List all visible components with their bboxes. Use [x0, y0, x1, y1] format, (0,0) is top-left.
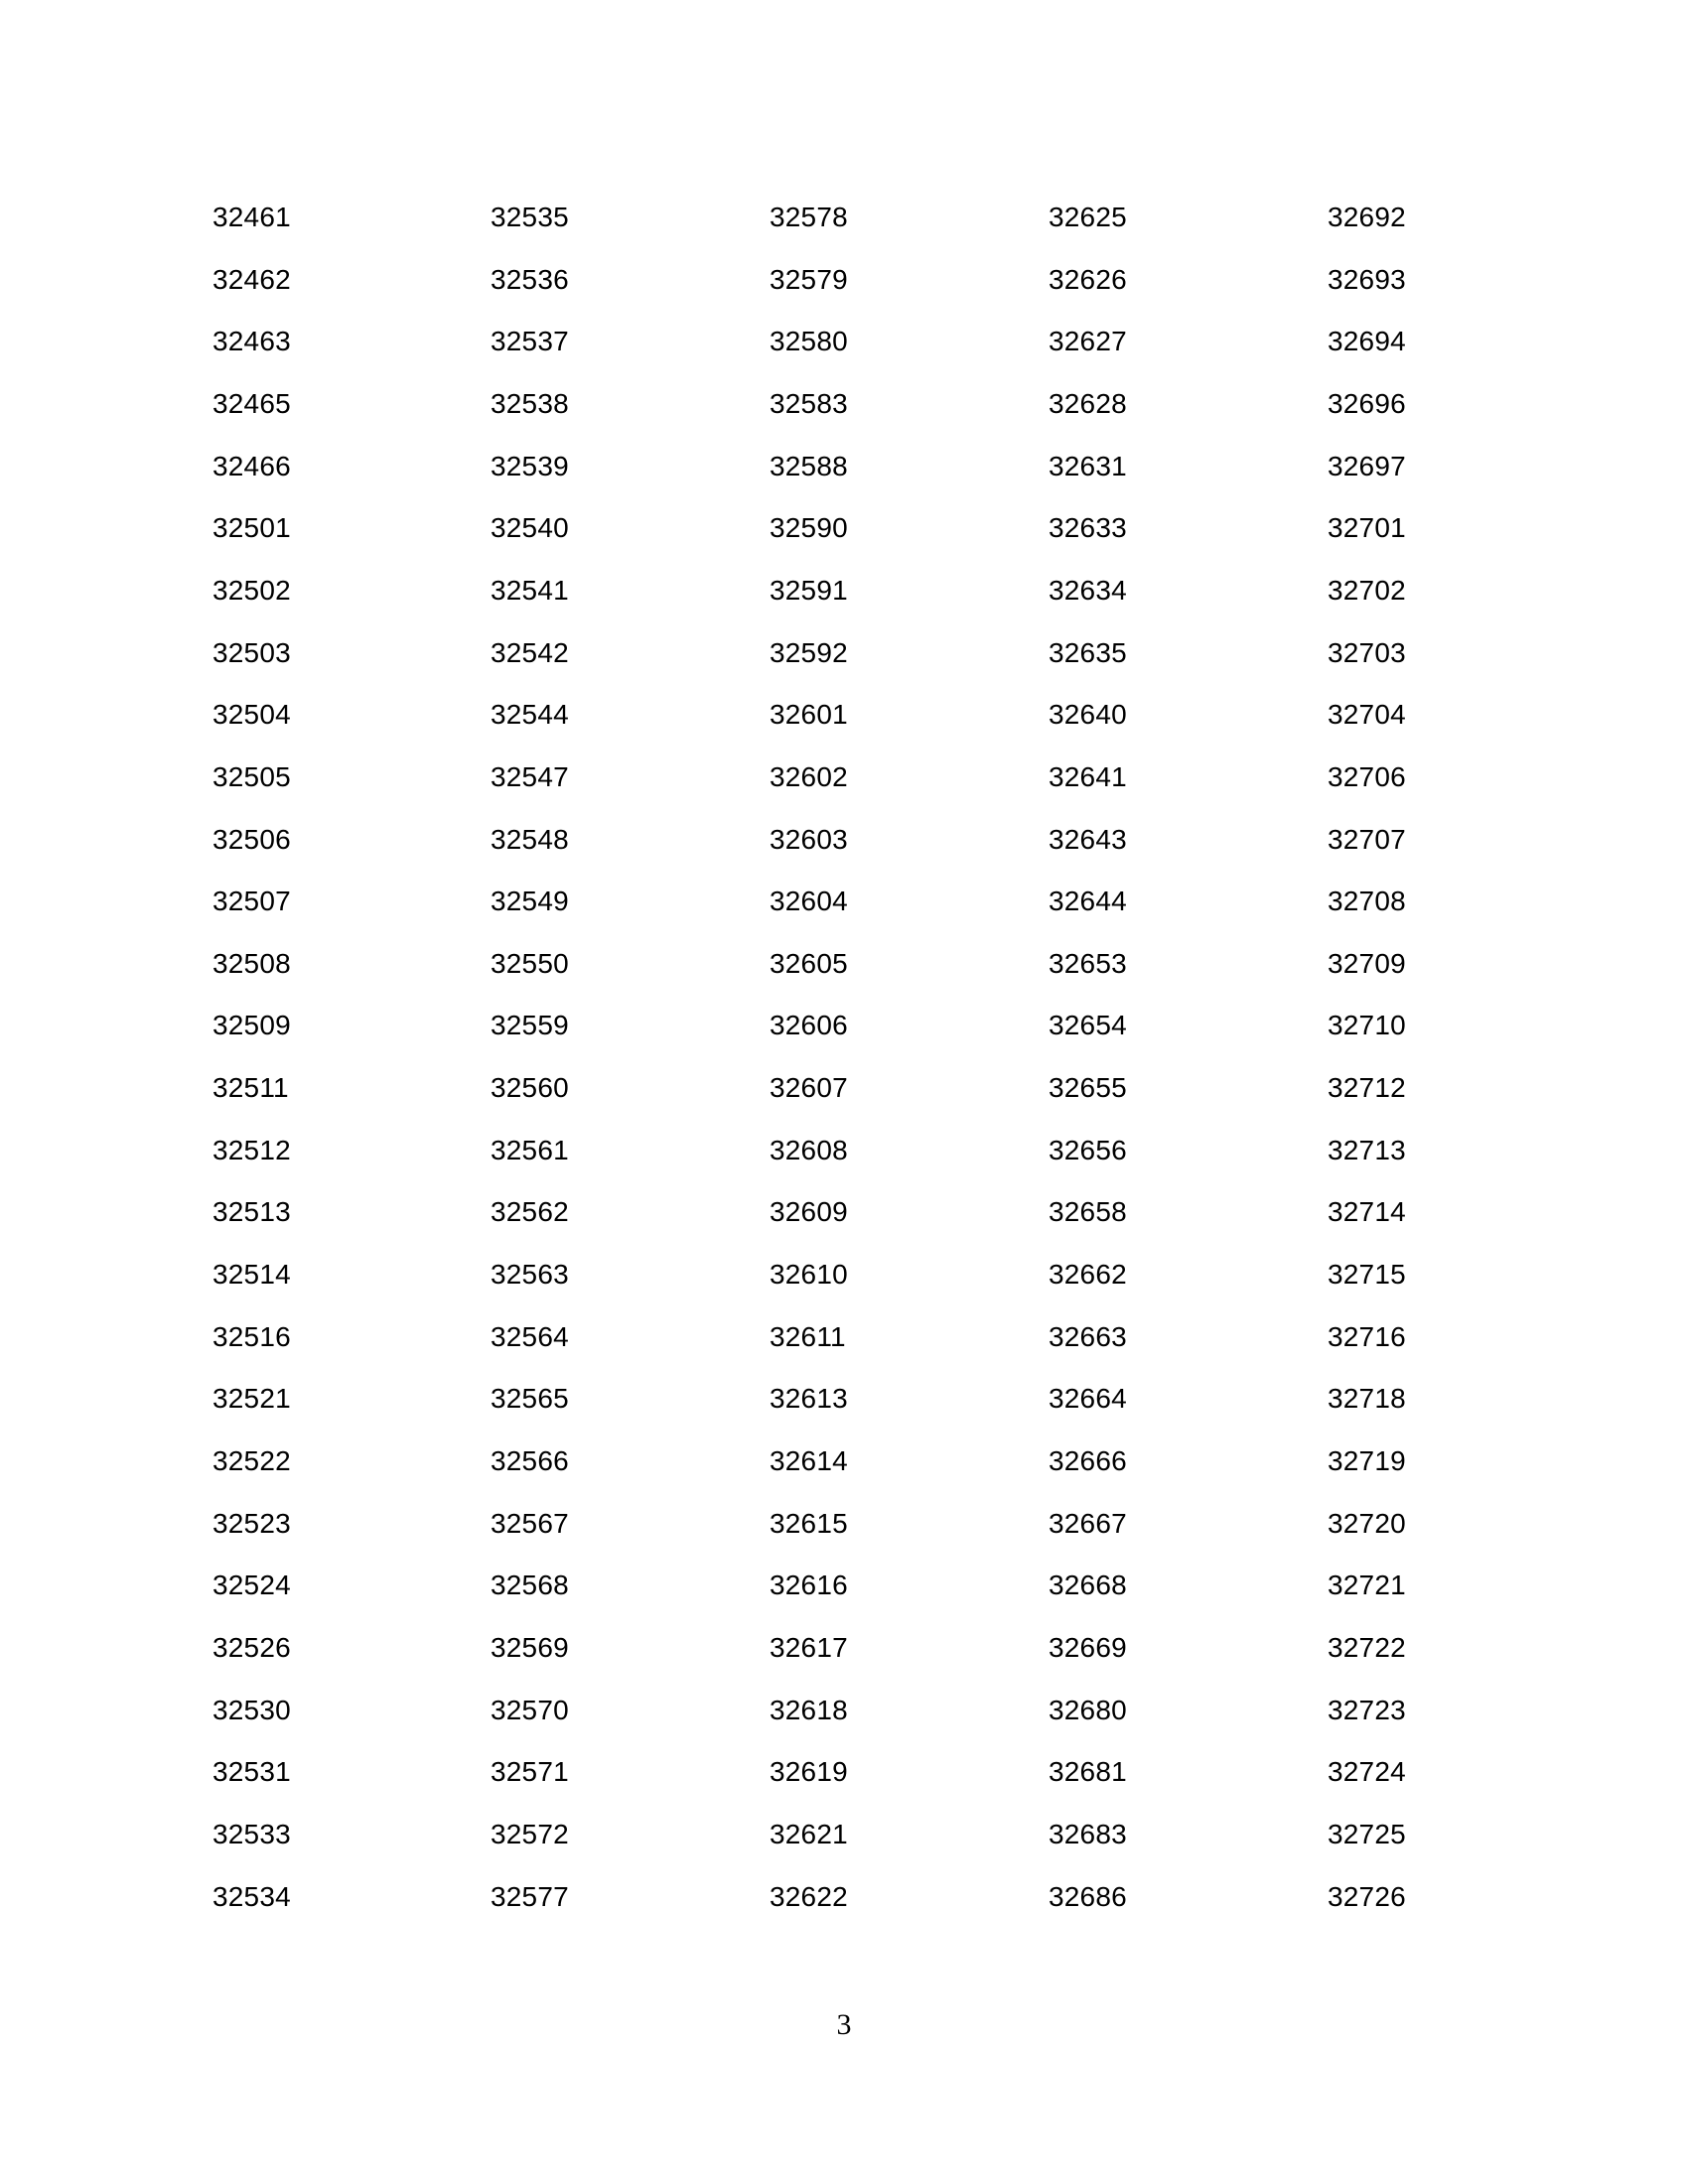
zip-code-cell: 32563 [491, 1259, 569, 1290]
zip-code-cell: 32658 [1049, 1196, 1127, 1227]
zip-code-cell: 32549 [491, 886, 569, 916]
zip-code-cell: 32703 [1328, 637, 1406, 668]
zip-code-cell: 32537 [491, 326, 569, 356]
zip-code-cell: 32604 [770, 886, 848, 916]
zip-code-cell: 32617 [770, 1632, 848, 1663]
zip-code-cell: 32718 [1328, 1383, 1406, 1414]
zip-code-cell: 32509 [212, 1010, 291, 1040]
zip-column-5 [1328, 0, 1526, 2184]
zip-code-cell: 32680 [1049, 1695, 1127, 1725]
zip-code-cell: 32516 [212, 1321, 291, 1352]
zip-code-cell: 32570 [491, 1695, 569, 1725]
zip-code-cell: 32710 [1328, 1010, 1406, 1040]
zip-code-cell: 32626 [1049, 264, 1127, 295]
zip-code-cell: 32704 [1328, 699, 1406, 730]
zip-code-cell: 32465 [212, 388, 291, 419]
zip-code-cell: 32723 [1328, 1695, 1406, 1725]
zip-code-cell: 32628 [1049, 388, 1127, 419]
zip-code-cell: 32707 [1328, 824, 1406, 855]
zip-code-cell: 32538 [491, 388, 569, 419]
zip-column-2 [491, 0, 689, 2184]
zip-code-cell: 32507 [212, 886, 291, 916]
zip-code-cell: 32463 [212, 326, 291, 356]
zip-code-cell: 32668 [1049, 1570, 1127, 1600]
zip-code-cell: 32602 [770, 761, 848, 792]
zip-code-cell: 32579 [770, 264, 848, 295]
zip-code-cell: 32505 [212, 761, 291, 792]
zip-code-cell: 32572 [491, 1819, 569, 1849]
zip-code-cell: 32588 [770, 451, 848, 481]
zip-code-cell: 32713 [1328, 1135, 1406, 1165]
zip-code-cell: 32622 [770, 1881, 848, 1912]
zip-code-cell: 32548 [491, 824, 569, 855]
zip-code-cell: 32712 [1328, 1072, 1406, 1103]
zip-code-cell: 32577 [491, 1881, 569, 1912]
zip-code-cell: 32511 [212, 1072, 289, 1103]
zip-code-cell: 32536 [491, 264, 569, 295]
zip-code-cell: 32583 [770, 388, 848, 419]
zip-code-cell: 32609 [770, 1196, 848, 1227]
zip-code-cell: 32616 [770, 1570, 848, 1600]
zip-code-cell: 32641 [1049, 761, 1127, 792]
zip-code-cell: 32592 [770, 637, 848, 668]
zip-code-cell: 32565 [491, 1383, 569, 1414]
zip-code-cell: 32610 [770, 1259, 848, 1290]
zip-code-cell: 32503 [212, 637, 291, 668]
zip-code-cell: 32716 [1328, 1321, 1406, 1352]
zip-code-cell: 32603 [770, 824, 848, 855]
zip-code-cell: 32461 [212, 202, 291, 232]
zip-code-cell: 32634 [1049, 575, 1127, 606]
zip-code-cell: 32663 [1049, 1321, 1127, 1352]
zip-code-cell: 32709 [1328, 948, 1406, 979]
zip-code-cell: 32633 [1049, 512, 1127, 543]
zip-code-cell: 32591 [770, 575, 848, 606]
zip-code-cell: 32540 [491, 512, 569, 543]
zip-code-cell: 32539 [491, 451, 569, 481]
zip-code-cell: 32566 [491, 1445, 569, 1476]
zip-code-cell: 32522 [212, 1445, 291, 1476]
zip-code-cell: 32535 [491, 202, 569, 232]
zip-code-cell: 32562 [491, 1196, 569, 1227]
zip-code-cell: 32524 [212, 1570, 291, 1600]
zip-code-cell: 32508 [212, 948, 291, 979]
zip-code-cell: 32564 [491, 1321, 569, 1352]
zip-code-cell: 32513 [212, 1196, 291, 1227]
zip-code-cell: 32550 [491, 948, 569, 979]
zip-code-cell: 32607 [770, 1072, 848, 1103]
zip-code-cell: 32667 [1049, 1508, 1127, 1539]
zip-code-cell: 32722 [1328, 1632, 1406, 1663]
zip-code-cell: 32544 [491, 699, 569, 730]
zip-code-cell: 32533 [212, 1819, 291, 1849]
zip-code-cell: 32669 [1049, 1632, 1127, 1663]
zip-code-cell: 32724 [1328, 1756, 1406, 1787]
zip-code-cell: 32643 [1049, 824, 1127, 855]
zip-code-cell: 32720 [1328, 1508, 1406, 1539]
zip-code-cell: 32625 [1049, 202, 1127, 232]
zip-code-cell: 32614 [770, 1445, 848, 1476]
zip-code-cell: 32521 [212, 1383, 291, 1414]
zip-code-cell: 32547 [491, 761, 569, 792]
zip-code-cell: 32708 [1328, 886, 1406, 916]
zip-code-cell: 32702 [1328, 575, 1406, 606]
zip-code-cell: 32613 [770, 1383, 848, 1414]
zip-code-cell: 32590 [770, 512, 848, 543]
zip-code-cell: 32621 [770, 1819, 848, 1849]
zip-column-1 [212, 0, 411, 2184]
zip-code-cell: 32653 [1049, 948, 1127, 979]
zip-code-cell: 32578 [770, 202, 848, 232]
zip-code-cell: 32656 [1049, 1135, 1127, 1165]
zip-code-cell: 32697 [1328, 451, 1406, 481]
zip-code-cell: 32635 [1049, 637, 1127, 668]
zip-code-cell: 32542 [491, 637, 569, 668]
zip-code-cell: 32619 [770, 1756, 848, 1787]
zip-code-cell: 32706 [1328, 761, 1406, 792]
zip-code-cell: 32462 [212, 264, 291, 295]
zip-column-3 [770, 0, 968, 2184]
zip-code-cell: 32666 [1049, 1445, 1127, 1476]
zip-code-cell: 32611 [770, 1321, 846, 1352]
zip-code-cell: 32726 [1328, 1881, 1406, 1912]
zip-code-cell: 32681 [1049, 1756, 1127, 1787]
zip-code-cell: 32541 [491, 575, 569, 606]
zip-code-cell: 32569 [491, 1632, 569, 1663]
zip-code-cell: 32618 [770, 1695, 848, 1725]
zip-code-cell: 32568 [491, 1570, 569, 1600]
zip-code-cell: 32606 [770, 1010, 848, 1040]
zip-code-cell: 32466 [212, 451, 291, 481]
zip-code-cell: 32715 [1328, 1259, 1406, 1290]
zip-code-cell: 32686 [1049, 1881, 1127, 1912]
zip-code-cell: 32502 [212, 575, 291, 606]
zip-code-cell: 32640 [1049, 699, 1127, 730]
zip-code-cell: 32627 [1049, 326, 1127, 356]
zip-code-cell: 32644 [1049, 886, 1127, 916]
zip-code-cell: 32631 [1049, 451, 1127, 481]
zip-code-cell: 32514 [212, 1259, 291, 1290]
zip-code-cell: 32605 [770, 948, 848, 979]
zip-code-cell: 32664 [1049, 1383, 1127, 1414]
zip-code-cell: 32567 [491, 1508, 569, 1539]
zip-code-cell: 32512 [212, 1135, 291, 1165]
zip-code-cell: 32534 [212, 1881, 291, 1912]
zip-code-cell: 32560 [491, 1072, 569, 1103]
zip-code-cell: 32504 [212, 699, 291, 730]
zip-code-cell: 32662 [1049, 1259, 1127, 1290]
zip-code-cell: 32501 [212, 512, 291, 543]
page-number: 3 [836, 2008, 852, 2041]
zip-code-cell: 32655 [1049, 1072, 1127, 1103]
zip-code-cell: 32694 [1328, 326, 1406, 356]
zip-code-cell: 32725 [1328, 1819, 1406, 1849]
zip-code-cell: 32692 [1328, 202, 1406, 232]
zip-code-cell: 32601 [770, 699, 848, 730]
zip-code-cell: 32701 [1328, 512, 1406, 543]
zip-column-4 [1049, 0, 1247, 2184]
zip-code-cell: 32530 [212, 1695, 291, 1725]
zip-code-cell: 32615 [770, 1508, 848, 1539]
zip-code-cell: 32714 [1328, 1196, 1406, 1227]
zip-code-cell: 32696 [1328, 388, 1406, 419]
zip-code-cell: 32561 [491, 1135, 569, 1165]
zip-code-cell: 32721 [1328, 1570, 1406, 1600]
zip-code-cell: 32506 [212, 824, 291, 855]
zip-code-cell: 32693 [1328, 264, 1406, 295]
zip-code-cell: 32608 [770, 1135, 848, 1165]
zip-code-cell: 32526 [212, 1632, 291, 1663]
zip-code-cell: 32531 [212, 1756, 291, 1787]
zip-code-cell: 32654 [1049, 1010, 1127, 1040]
zip-code-cell: 32523 [212, 1508, 291, 1539]
zip-code-cell: 32683 [1049, 1819, 1127, 1849]
zip-code-cell: 32719 [1328, 1445, 1406, 1476]
zip-code-cell: 32580 [770, 326, 848, 356]
zip-code-cell: 32559 [491, 1010, 569, 1040]
zip-code-cell: 32571 [491, 1756, 569, 1787]
